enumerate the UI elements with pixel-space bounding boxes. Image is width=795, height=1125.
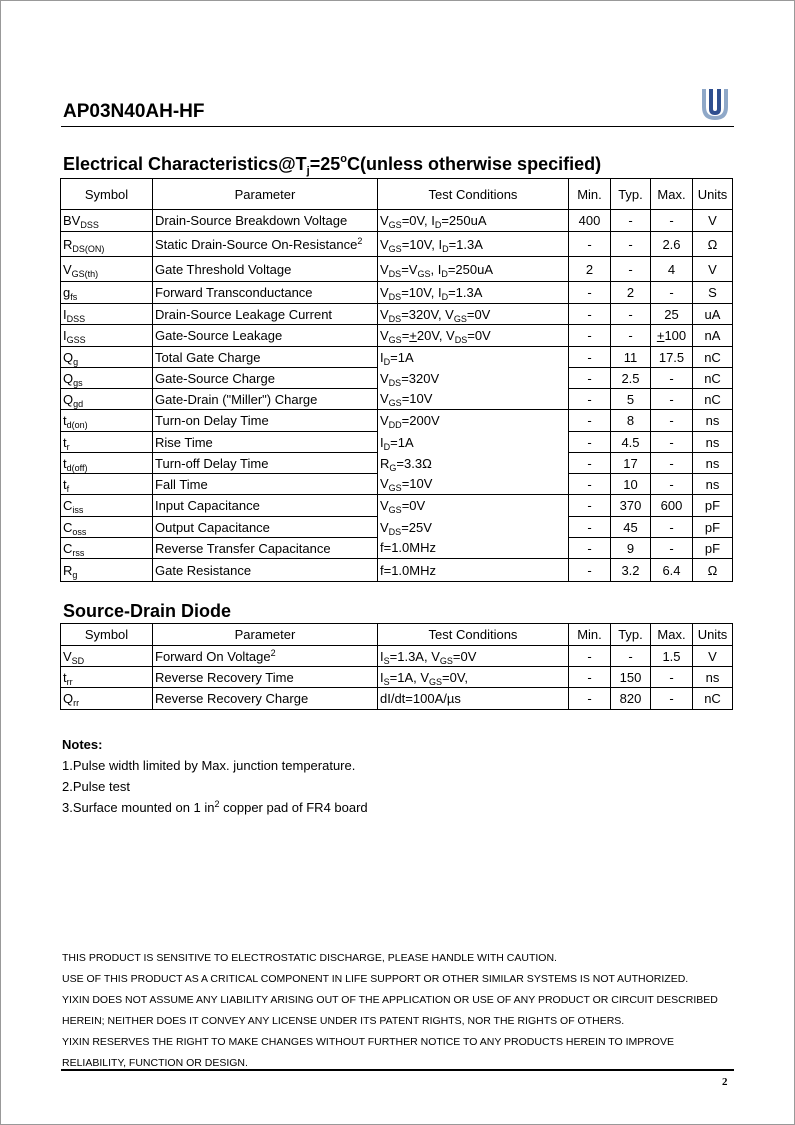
parameter-text: Forward Transconductance [155, 285, 313, 300]
parameter-text: Gate-Source Leakage [155, 328, 283, 343]
symbol-text: t [63, 413, 67, 428]
symbol-text: R [63, 236, 73, 252]
symbol-cell [61, 495, 153, 517]
symbol-cell [61, 559, 153, 582]
electrical-characteristics-title: Electrical $Characteristics@T_j=25^oC(unless$ otherwise specified) [63, 153, 602, 177]
min-cell: - [569, 474, 611, 495]
symbol-text: V [63, 648, 72, 664]
disclaimer-line: USE OF THIS PRODUCT AS A CRITICAL COMPONENT IN LIFE SUPPORT OR OTHER SIMILAR SYSTEMS IS NOT AUTHORIZED. [62, 973, 689, 985]
symbol-subscript: rr [73, 698, 80, 708]
page-number: 2 [722, 1076, 728, 1088]
symbol-subscript: gs [73, 377, 83, 388]
test-conditions-cell: $I_D=1A$ [378, 347, 569, 368]
symbol-subscript: DS(ON) [72, 243, 105, 254]
table-row [61, 688, 733, 710]
disclaimer-line: HEREIN; NEITHER DOES IT CONVEY ANY LICENSE UNDER ITS PATENT RIGHTS, NOR THE RIGHTS OF OTHERS. [62, 1015, 625, 1027]
symbol-cell [61, 257, 153, 282]
symbol-cell [61, 282, 153, 304]
min-cell: - [569, 325, 611, 347]
min-cell: - [569, 368, 611, 389]
min-cell: 400 [569, 210, 611, 232]
parameter-text: Fall Time [155, 476, 208, 492]
electrical-characteristics-table [60, 178, 733, 582]
min-cell: - [569, 304, 611, 325]
min-cell: - [569, 538, 611, 559]
symbol-cell [61, 474, 153, 495]
parameter-cell [153, 517, 378, 538]
table-row [61, 453, 733, 474]
source-drain-diode-table [60, 623, 733, 710]
symbol-subscript: oss [72, 526, 87, 537]
max-cell: - [651, 282, 693, 304]
test-conditions-cell: $V_{DS}=10V$, $I_D=1.3A$ [378, 282, 569, 304]
table-row [61, 347, 733, 368]
units-cell: V [693, 210, 733, 232]
parameter-cell [153, 688, 378, 710]
symbol-cell [61, 410, 153, 432]
typ-cell: 9 [611, 538, 651, 559]
symbol-subscript: g [73, 356, 79, 367]
test-conditions-cell: f=1.0MHz [378, 538, 569, 559]
notes [62, 734, 368, 818]
test-conditions-cell: $V_{GS}=0V$ [378, 495, 569, 517]
table-row [61, 389, 733, 410]
footer-rule [61, 1069, 734, 1071]
max-cell: - [651, 474, 693, 495]
units-cell: nC [693, 347, 733, 368]
max-cell: - [651, 453, 693, 474]
typ-cell: 2 [611, 282, 651, 304]
symbol-cell [61, 347, 153, 368]
symbol-subscript: DSS [66, 313, 86, 324]
table-header-row [61, 624, 733, 646]
test-conditions-cell: $V_{GS}=+20V$, $V_{DS}=0V$ [378, 325, 569, 347]
test-conditions-cell: $V_{GS}=0V$, $I_D=250uA$ [378, 210, 569, 232]
typ-cell: 8 [611, 410, 651, 432]
symbol-text: I [63, 328, 67, 343]
symbol-text: R [63, 562, 73, 578]
parameter-cell [153, 325, 378, 347]
symbol-text: I [63, 306, 67, 322]
parameter-text: Turn-off Delay Time [155, 455, 269, 471]
column-header-typ: Typ. [611, 624, 651, 646]
table-row [61, 474, 733, 495]
parameter-text: Reverse Transfer Capacitance [155, 540, 331, 556]
parameter-cell [153, 495, 378, 517]
test-conditions-cell: $V_{DS}=V_{GS}$, $I_D=250uA$ [378, 257, 569, 282]
parameter-superscript: 2 [357, 235, 363, 246]
max-cell: - [651, 432, 693, 453]
max-cell: - [651, 688, 693, 710]
typ-cell: - [611, 257, 651, 282]
symbol-text: Q [63, 370, 74, 386]
min-cell: - [569, 410, 611, 432]
symbol-subscript: iss [72, 505, 84, 515]
units-cell: V [693, 257, 733, 282]
max-cell: 17.5 [651, 347, 693, 368]
typ-cell: 4.5 [611, 432, 651, 453]
note-item: 3.Surface mounted on 1 $in^2$ copper pad of FR4 board [62, 799, 368, 815]
units-cell: Ω [693, 232, 733, 257]
table-row [61, 282, 733, 304]
typ-cell: 5 [611, 389, 651, 410]
typ-cell: 2.5 [611, 368, 651, 389]
parameter-text: Gate Threshold Voltage [155, 261, 292, 277]
symbol-subscript: r [66, 441, 70, 452]
parameter-superscript: 2 [270, 647, 276, 658]
symbol-subscript: GS(th) [71, 268, 99, 279]
test-conditions-cell: $V_{DD}=200V$ [378, 410, 569, 432]
typ-cell: 17 [611, 453, 651, 474]
symbol-text: V [63, 261, 72, 277]
units-cell: ns [693, 453, 733, 474]
symbol-cell [61, 325, 153, 347]
parameter-cell [153, 347, 378, 368]
units-cell: V [693, 646, 733, 667]
symbol-cell [61, 688, 153, 710]
column-header-test-conditions: Test Conditions [378, 179, 569, 210]
header-rule [61, 126, 734, 127]
units-cell: nC [693, 688, 733, 710]
disclaimer-line: YIXIN DOES NOT ASSUME ANY LIABILITY ARISING OUT OF THE APPLICATION OR USE OF ANY PRODUCT OR CIRCUIT DESCRIBED [62, 994, 718, 1006]
table-row [61, 517, 733, 538]
symbol-text: BV [63, 213, 81, 228]
table-row [61, 538, 733, 559]
column-header-parameter: Parameter [153, 624, 378, 646]
max-cell: - [651, 389, 693, 410]
units-cell: Ω [693, 559, 733, 582]
symbol-subscript: rss [72, 547, 85, 558]
units-cell: nA [693, 325, 733, 347]
column-header-max: Max. [651, 179, 693, 210]
parameter-text: Input Capacitance [155, 498, 260, 513]
test-conditions-cell: dI/dt=100A/µs [378, 688, 569, 710]
table-row [61, 232, 733, 257]
test-conditions-cell: $V_{GS}=10V$ [378, 389, 569, 410]
notes-title: Notes: [62, 737, 103, 752]
column-header-typ: Typ. [611, 179, 651, 210]
units-cell: ns [693, 667, 733, 688]
test-conditions-cell: $V_{DS}=25V$ [378, 517, 569, 538]
company-logo-icon [700, 87, 730, 121]
symbol-text: t [63, 669, 67, 685]
parameter-text: Total Gate Charge [155, 349, 261, 365]
source-drain-diode-title: Source-Drain Diode [63, 601, 232, 621]
symbol-subscript: gd [73, 398, 84, 409]
min-cell: 2 [569, 257, 611, 282]
symbol-cell [61, 368, 153, 389]
test-conditions-cell: $I_S=1.3A$, $V_{GS}=0V$ [378, 646, 569, 667]
symbol-subscript: f [66, 483, 70, 494]
symbol-text: Q [63, 391, 74, 407]
parameter-cell [153, 232, 378, 257]
max-cell: 600 [651, 495, 693, 517]
column-header-symbol: Symbol [61, 624, 153, 646]
min-cell: - [569, 667, 611, 688]
test-conditions-cell: $V_{DS}=320V$ [378, 368, 569, 389]
test-conditions-cell: $I_S=1A$, $V_{GS}=0V$, [378, 667, 569, 688]
test-conditions-cell: $I_D=1A$ [378, 432, 569, 453]
test-conditions-cell: $V_{GS}=10V$ [378, 474, 569, 495]
table-row [61, 432, 733, 453]
symbol-subscript: GSS [66, 335, 86, 345]
max-cell: - [651, 368, 693, 389]
column-header-units: Units [693, 179, 733, 210]
test-conditions-cell: f=1.0MHz [378, 559, 569, 582]
symbol-cell [61, 646, 153, 667]
symbol-subscript: fs [70, 292, 78, 302]
max-cell: +100 [651, 325, 693, 347]
parameter-cell [153, 453, 378, 474]
typ-cell: - [611, 210, 651, 232]
units-cell: nC [693, 389, 733, 410]
column-header-symbol: Symbol [61, 179, 153, 210]
part-number: AP03N40AH-HF [63, 101, 205, 122]
min-cell: - [569, 389, 611, 410]
parameter-text: Drain-Source Leakage Current [155, 306, 333, 322]
min-cell: - [569, 517, 611, 538]
parameter-text: Output Capacitance [155, 519, 270, 535]
min-cell: - [569, 453, 611, 474]
parameter-cell [153, 667, 378, 688]
symbol-text: C [63, 540, 73, 556]
max-cell: 6.4 [651, 559, 693, 582]
parameter-cell [153, 210, 378, 232]
parameter-cell [153, 368, 378, 389]
min-cell: - [569, 646, 611, 667]
table-row [61, 257, 733, 282]
parameter-text: Gate-Drain ("Miller") Charge [155, 391, 318, 407]
min-cell: - [569, 688, 611, 710]
typ-cell: - [611, 232, 651, 257]
min-cell: - [569, 495, 611, 517]
typ-cell: 10 [611, 474, 651, 495]
note-item: 2.Pulse test [62, 779, 130, 794]
symbol-cell [61, 389, 153, 410]
symbol-subscript: d(off) [66, 462, 88, 473]
symbol-cell [61, 538, 153, 559]
max-cell: - [651, 410, 693, 432]
typ-cell: - [611, 304, 651, 325]
table-row [61, 410, 733, 432]
parameter-cell [153, 257, 378, 282]
symbol-text: t [63, 434, 67, 450]
min-cell: - [569, 559, 611, 582]
table-row [61, 646, 733, 667]
typ-cell: 820 [611, 688, 651, 710]
symbol-text: g [63, 285, 71, 300]
table-row [61, 325, 733, 347]
symbol-text: C [63, 519, 73, 535]
max-cell: 1.5 [651, 646, 693, 667]
typ-cell: 150 [611, 667, 651, 688]
units-cell: pF [693, 495, 733, 517]
test-conditions-cell: $R_G=3.3\Omega$ [378, 453, 569, 474]
symbol-cell [61, 304, 153, 325]
max-cell: - [651, 210, 693, 232]
table-row [61, 304, 733, 325]
column-header-parameter: Parameter [153, 179, 378, 210]
symbol-cell [61, 232, 153, 257]
symbol-cell [61, 667, 153, 688]
max-cell: 4 [651, 257, 693, 282]
parameter-cell [153, 389, 378, 410]
symbol-text: Q [63, 691, 74, 706]
table-header-row [61, 179, 733, 210]
parameter-cell [153, 559, 378, 582]
symbol-text: t [63, 455, 67, 471]
units-cell: S [693, 282, 733, 304]
units-cell: nC [693, 368, 733, 389]
symbol-cell [61, 210, 153, 232]
min-cell: - [569, 282, 611, 304]
parameter-text: Forward On Voltage [155, 648, 271, 664]
column-header-min: Min. [569, 179, 611, 210]
min-cell: - [569, 347, 611, 368]
parameter-text: Gate-Source Charge [155, 370, 275, 386]
units-cell: pF [693, 538, 733, 559]
table-row [61, 495, 733, 517]
disclaimer-line: THIS PRODUCT IS SENSITIVE TO ELECTROSTATIC DISCHARGE, PLEASE HANDLE WITH CAUTION. [62, 952, 557, 964]
test-conditions-cell: $V_{DS}=320V$, $V_{GS}=0V$ [378, 304, 569, 325]
parameter-cell [153, 646, 378, 667]
table-row [61, 210, 733, 232]
symbol-text: Q [63, 349, 74, 365]
units-cell: ns [693, 410, 733, 432]
typ-cell: 45 [611, 517, 651, 538]
symbol-text: t [63, 476, 67, 492]
typ-cell: - [611, 325, 651, 347]
symbol-subscript: g [72, 569, 78, 580]
min-cell: - [569, 432, 611, 453]
units-cell: uA [693, 304, 733, 325]
max-cell: - [651, 667, 693, 688]
table-row [61, 368, 733, 389]
column-header-min: Min. [569, 624, 611, 646]
units-cell: ns [693, 474, 733, 495]
disclaimer [62, 948, 742, 1074]
symbol-cell [61, 517, 153, 538]
typ-cell: 11 [611, 347, 651, 368]
parameter-cell [153, 410, 378, 432]
typ-cell: 3.2 [611, 559, 651, 582]
symbol-subscript: d(on) [66, 420, 88, 430]
parameter-text: Drain-Source Breakdown Voltage [155, 213, 348, 228]
parameter-text: Reverse Recovery Time [155, 669, 294, 685]
max-cell: 2.6 [651, 232, 693, 257]
disclaimer-line: YIXIN RESERVES THE RIGHT TO MAKE CHANGES WITHOUT FURTHER NOTICE TO ANY PRODUCTS HEREIN TO IMPROVE [62, 1036, 675, 1048]
parameter-cell [153, 538, 378, 559]
typ-cell: 370 [611, 495, 651, 517]
parameter-text: Gate Resistance [155, 562, 252, 578]
table-row [61, 559, 733, 582]
symbol-text: C [63, 498, 73, 513]
max-cell: 25 [651, 304, 693, 325]
symbol-subscript: DSS [80, 220, 99, 230]
typ-cell: - [611, 646, 651, 667]
symbol-cell [61, 453, 153, 474]
units-cell: ns [693, 432, 733, 453]
max-cell: - [651, 517, 693, 538]
column-header-test-conditions: Test Conditions [378, 624, 569, 646]
symbol-subscript: SD [71, 655, 85, 666]
parameter-cell [153, 282, 378, 304]
parameter-cell [153, 432, 378, 453]
parameter-text: Turn-on Delay Time [155, 413, 269, 428]
parameter-text: Reverse Recovery Charge [155, 691, 309, 706]
min-cell: - [569, 232, 611, 257]
parameter-text: Static Drain-Source On-Resistance [155, 236, 358, 252]
column-header-max: Max. [651, 624, 693, 646]
max-cell: - [651, 538, 693, 559]
disclaimer-line: RELIABILITY, FUNCTION OR DESIGN. [62, 1057, 248, 1069]
symbol-subscript: rr [66, 676, 73, 687]
parameter-cell [153, 304, 378, 325]
parameter-text: Rise Time [155, 434, 213, 450]
units-cell: pF [693, 517, 733, 538]
test-conditions-cell: $V_{GS}=10V$, $I_D=1.3A$ [378, 232, 569, 257]
column-header-units: Units [693, 624, 733, 646]
table-row [61, 667, 733, 688]
symbol-cell [61, 432, 153, 453]
parameter-cell [153, 474, 378, 495]
note-item: 1.Pulse width limited by Max. junction temperature. [62, 758, 356, 773]
